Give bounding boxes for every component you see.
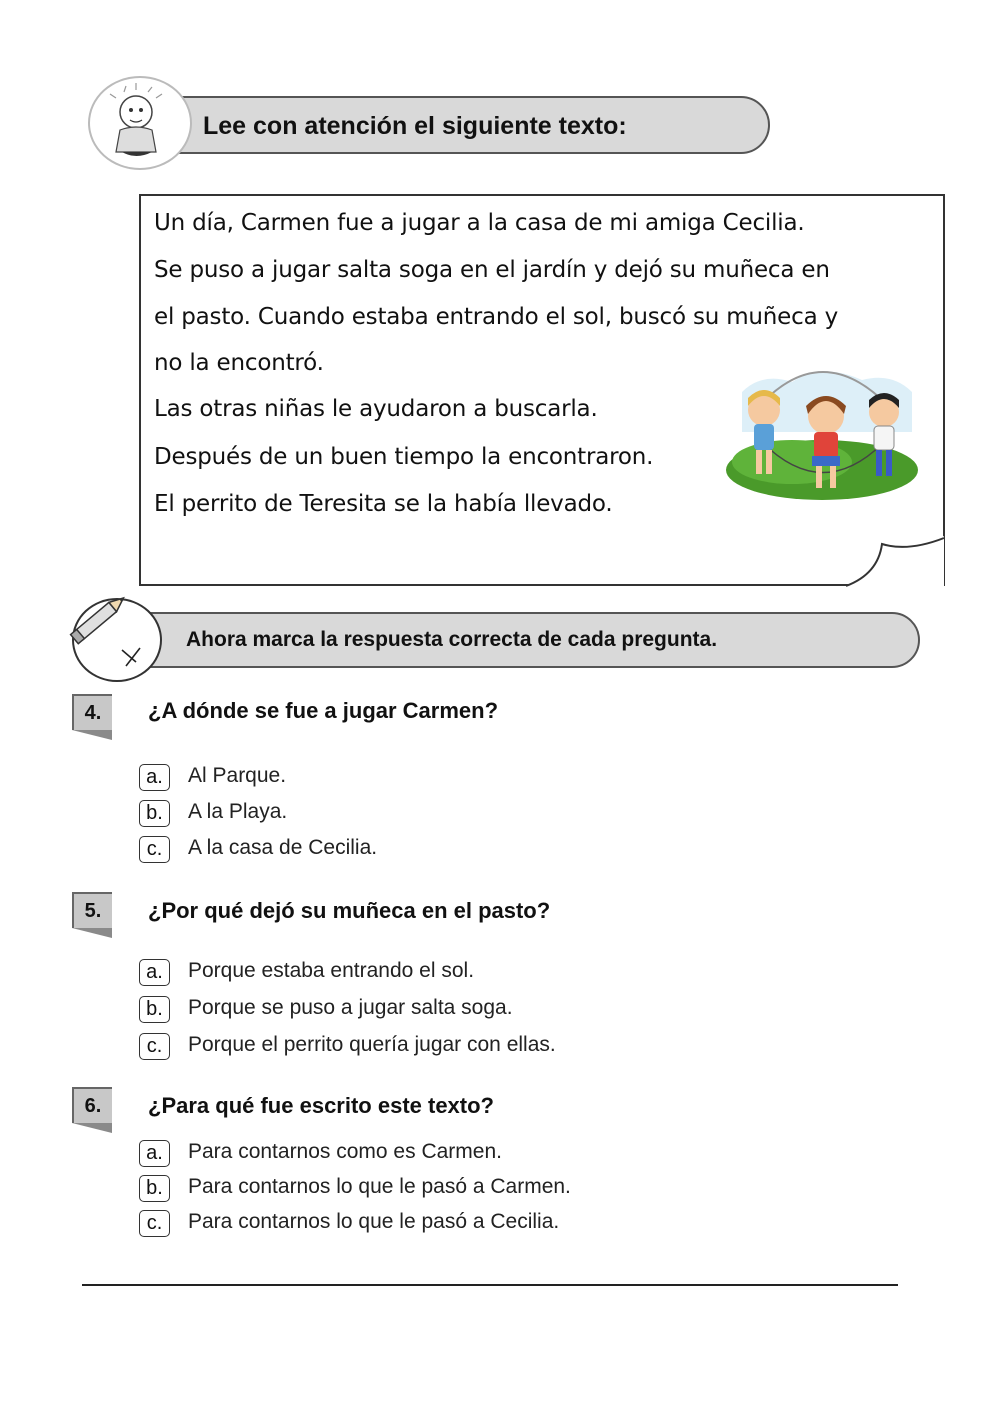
reading-line-1: Un día, Carmen fue a jugar a la casa de mi amiga Cecilia.	[154, 210, 805, 236]
question-number-6: 6.	[72, 1087, 112, 1123]
question-text-5: ¿Por qué dejó su muñeca en el pasto?	[148, 898, 551, 923]
option-box-6c[interactable]: c.	[139, 1210, 170, 1237]
footer-divider	[82, 1284, 898, 1286]
question-number-4: 4.	[72, 694, 112, 730]
reading-line-7: El perrito de Teresita se la había llevado.	[154, 491, 613, 517]
option-box-4b[interactable]: b.	[139, 800, 170, 827]
option-box-5c[interactable]: c.	[139, 1033, 170, 1060]
pencil-icon-circle	[72, 598, 162, 682]
option-box-6a[interactable]: a.	[139, 1140, 170, 1167]
section-title-read: Lee con atención el siguiente texto:	[203, 112, 627, 140]
option-text-5b: Porque se puso a jugar salta soga.	[188, 996, 513, 1019]
check-mark-icon	[74, 600, 164, 684]
thinking-child-icon	[90, 78, 190, 168]
children-jumping-rope-illustration	[722, 352, 922, 502]
reading-icon-circle	[88, 76, 192, 170]
reading-line-6: Después de un buen tiempo la encontraron.	[154, 444, 654, 470]
reading-line-4: no la encontró.	[154, 350, 324, 376]
option-box-4c[interactable]: c.	[139, 836, 170, 863]
option-text-5a: Porque estaba entrando el sol.	[188, 959, 475, 982]
question-text-6: ¿Para qué fue escrito este texto?	[148, 1093, 494, 1118]
page-curl	[838, 534, 948, 590]
question-text-4: ¿A dónde se fue a jugar Carmen?	[148, 698, 499, 723]
option-text-5c: Porque el perrito quería jugar con ellas.	[188, 1033, 556, 1056]
option-box-6b[interactable]: b.	[139, 1175, 170, 1202]
section-title-answer: Ahora marca la respuesta correcta de cada pregunta.	[186, 628, 718, 651]
option-text-4a: Al Parque.	[188, 764, 287, 787]
question-number-5: 5.	[72, 892, 112, 928]
option-box-5a[interactable]: a.	[139, 959, 170, 986]
option-text-4c: A la casa de Cecilia.	[188, 836, 378, 859]
option-text-6a: Para contarnos como es Carmen.	[188, 1140, 502, 1163]
reading-line-3: el pasto. Cuando estaba entrando el sol, buscó su muñeca y	[154, 304, 838, 330]
option-box-4a[interactable]: a.	[139, 764, 170, 791]
option-text-6c: Para contarnos lo que le pasó a Cecilia.	[188, 1210, 560, 1233]
reading-line-2: Se puso a jugar salta soga en el jardín y dejó su muñeca en	[154, 257, 830, 283]
option-text-4b: A la Playa.	[188, 800, 288, 823]
option-text-6b: Para contarnos lo que le pasó a Carmen.	[188, 1175, 571, 1198]
reading-line-5: Las otras niñas le ayudaron a buscarla.	[154, 396, 598, 422]
option-box-5b[interactable]: b.	[139, 996, 170, 1023]
